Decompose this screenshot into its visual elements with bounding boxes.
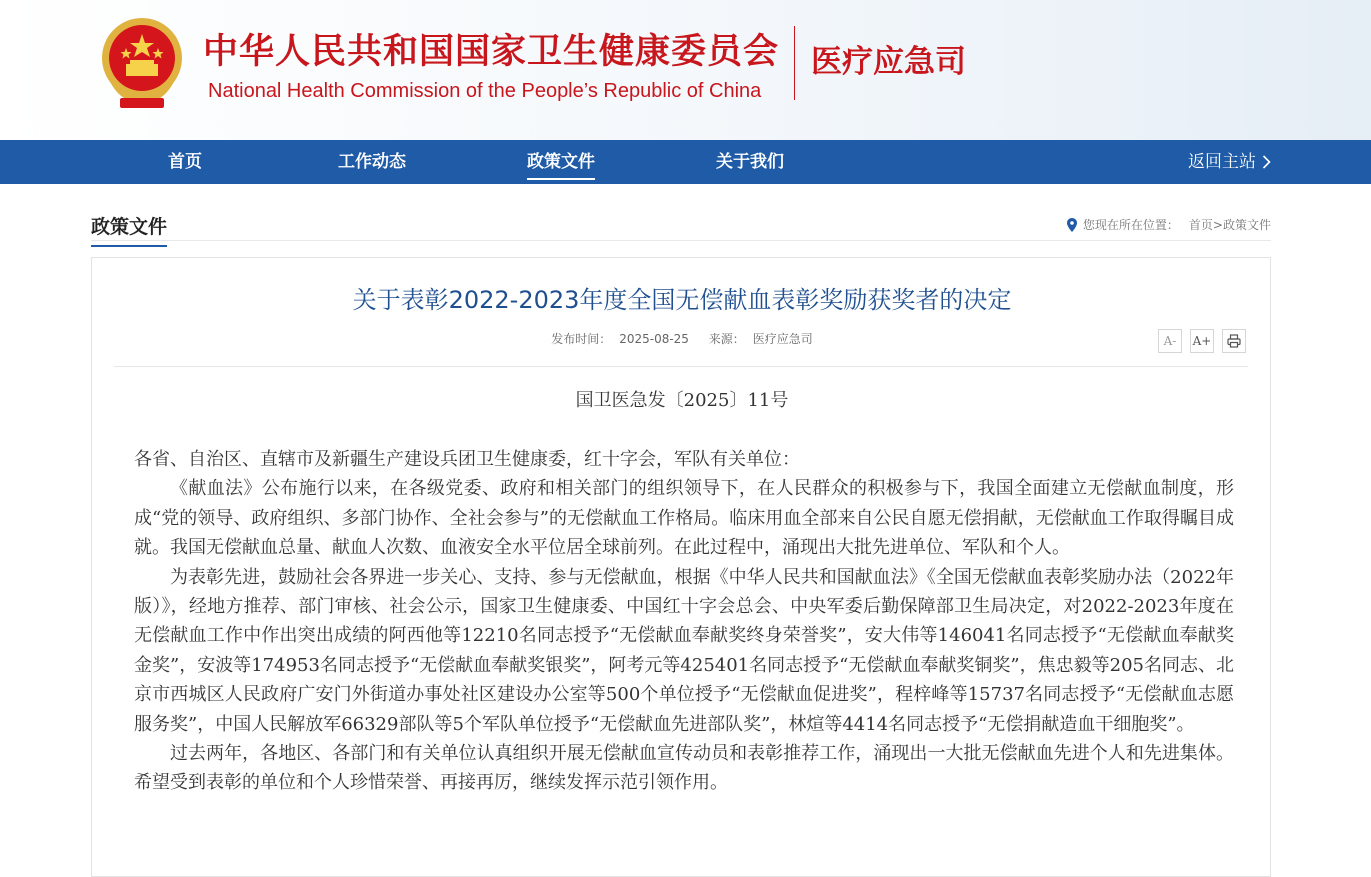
salutation: 各省、自治区、直辖市及新疆生产建设兵团卫生健康委，红十字会，军队有关单位： [134, 449, 800, 470]
main-nav [0, 140, 1371, 184]
article-tools [1158, 329, 1246, 353]
document-number: 国卫医急发〔2025〕11号 [575, 390, 789, 411]
article-meta [92, 330, 1272, 347]
publish-label: 发布时间： [551, 332, 612, 346]
chevron-right-icon [1262, 155, 1271, 169]
breadcrumb-home-link[interactable]: 首页 [1188, 218, 1213, 232]
print-button[interactable] [1222, 329, 1246, 353]
article-divider [114, 366, 1248, 367]
source-value: 医疗应急司 [752, 332, 813, 346]
back-to-main-site-link[interactable] [1188, 140, 1271, 184]
section-title: 政策文件 [91, 212, 167, 247]
nav-item-home[interactable]: 首页 [168, 152, 202, 172]
breadcrumb [1067, 216, 1271, 233]
paragraph: 为表彰先进，鼓励社会各界进一步关心、支持、参与无偿献血，根据《中华人民共和国献血法》《全国无偿献血表彰奖励办法（2022年版）》，经地方推荐、部门审核、社会公示，国家卫生健康委、中国红十字会总会、中央军委后勤保障部卫生局决定，对2022-2023年度在无偿献血工作中作出突出成绩的阿西他等12210名同志授予“无偿献血奉献奖终身荣誉奖”，安大伟等146041名同志授予“无偿献血奉献奖金奖”，安波等174953名同志授予“无偿献血奉献奖银奖”，阿考元等425401名同志授予“无偿献血奉献奖铜奖”，焦忠毅等205名同志、北京市西城区人民政府广安门外街道办事处社区建设办公室等500个单位授予“无偿献血促进奖”，程梓峰等15737名同志授予“无偿献血志愿服务奖”，中国人民解放军66329部队等5个军队单位授予“无偿献血先进部队奖”，林煊等4414名同志授予“无偿捐献造血干细胞奖”。 [134, 566, 1234, 735]
title-divider [794, 26, 795, 100]
department-name: 医疗应急司 [811, 44, 966, 80]
breadcrumb-separator: > [1212, 217, 1223, 232]
location-pin-icon [1067, 218, 1077, 232]
back-label: 返回主站 [1188, 152, 1256, 172]
section-underline [91, 240, 1271, 241]
source-label: 来源： [708, 332, 745, 346]
nav-item-policy[interactable]: 政策文件 [527, 140, 595, 184]
article-title: 关于表彰2022-2023年度全国无偿献血表彰奖励获奖者的决定 [352, 286, 1012, 314]
site-title-cn: 中华人民共和国国家卫生健康委员会 [203, 32, 780, 72]
site-title-en: National Health Commission of the People’s Republic of China [208, 80, 762, 102]
font-smaller-button[interactable]: A- [1158, 329, 1182, 353]
breadcrumb-current-link[interactable]: 政策文件 [1222, 218, 1271, 232]
paragraph: 《献血法》公布施行以来，在各级党委、政府和相关部门的组织领导下，在人民群众的积极参与下，我国全面建立无偿献血制度，形成“党的领导、政府组织、多部门协作、全社会参与”的无偿献血工作格局。临床用血全部来自公民自愿无偿捐献，无偿献血工作取得瞩目成就。我国无偿献血总量、献血人次数、血液安全水平位居全球前列。在此过程中，涌现出大批先进单位、军队和个人。 [134, 478, 1234, 559]
site-header [0, 0, 1371, 140]
article-body [134, 445, 1234, 798]
publish-date: 2025-08-25 [619, 332, 689, 346]
print-icon [1227, 334, 1241, 348]
font-larger-button[interactable]: A+ [1190, 329, 1214, 353]
breadcrumb-label: 您现在所在位置： [1082, 218, 1179, 232]
paragraph: 过去两年，各地区、各部门和有关单位认真组织开展无偿献血宣传动员和表彰推荐工作，涌现出一大批无偿献血先进个人和先进集体。希望受到表彰的单位和个人珍惜荣誉、再接再厉，继续发挥示范引领作用。 [134, 743, 1234, 794]
nav-item-work-news[interactable]: 工作动态 [338, 152, 406, 172]
nav-item-about[interactable]: 关于我们 [716, 152, 784, 172]
article-container [91, 257, 1271, 877]
national-emblem-icon [96, 12, 188, 112]
